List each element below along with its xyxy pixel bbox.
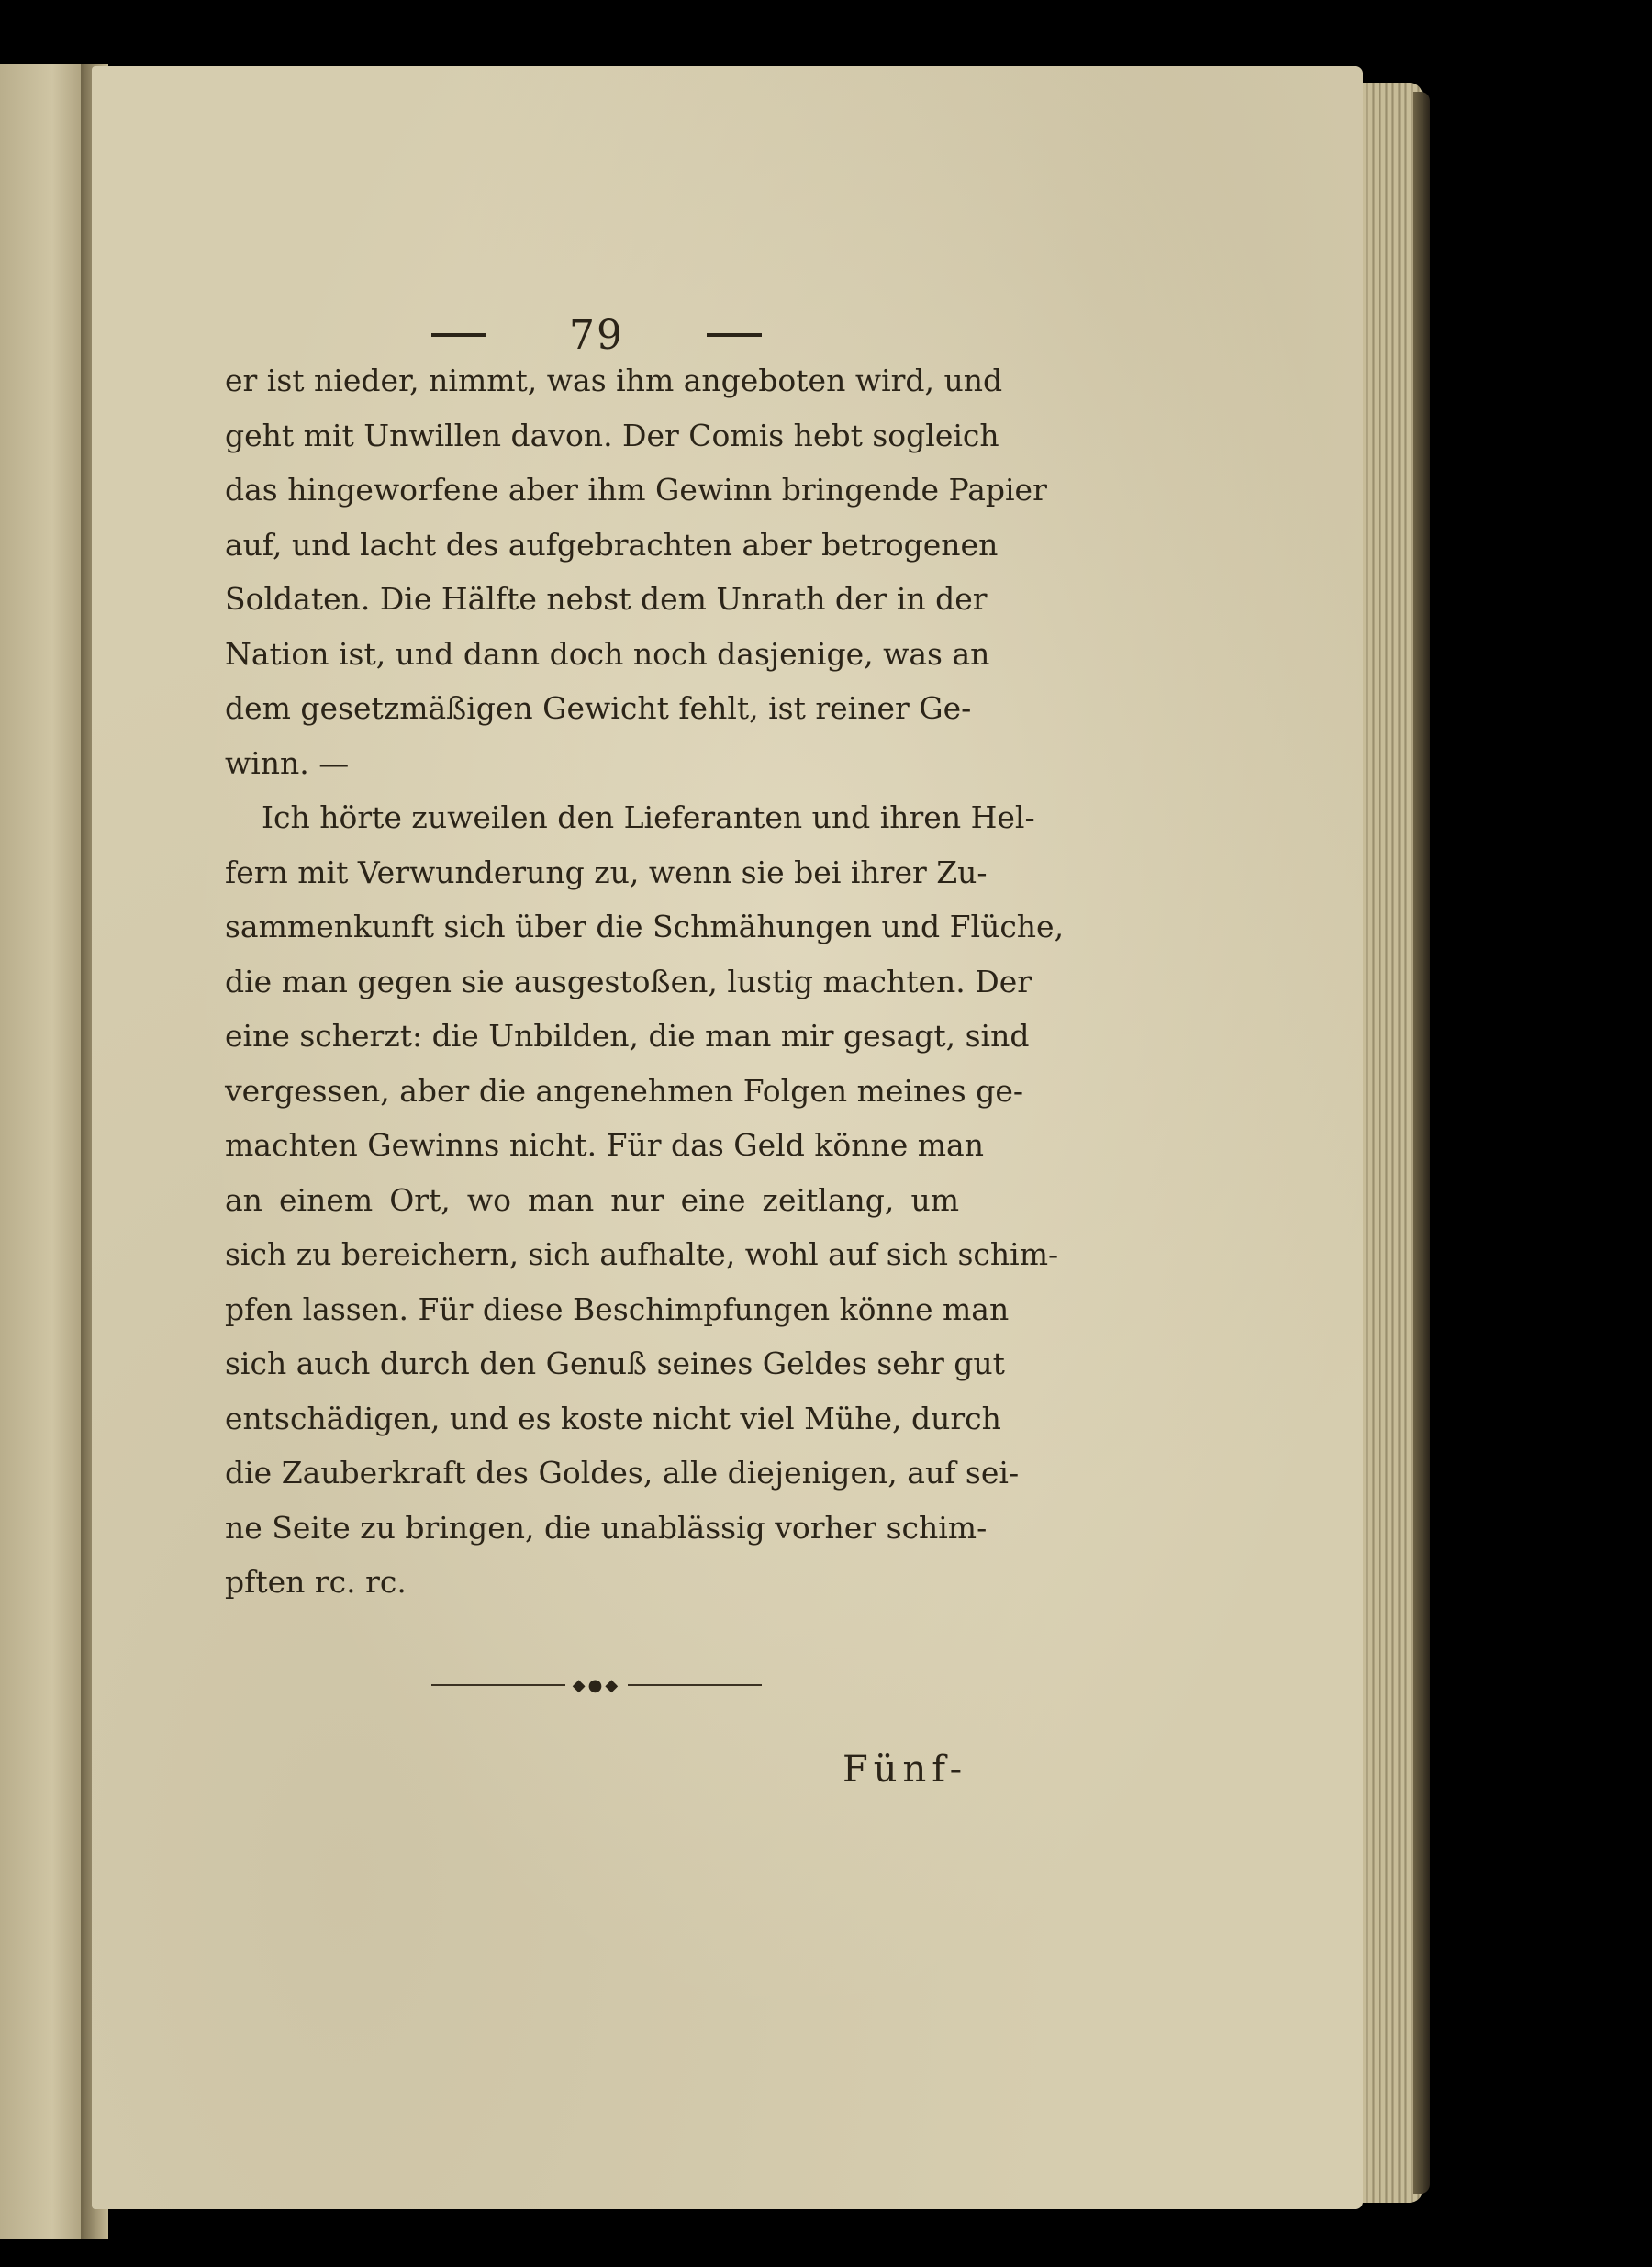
text-line: sich zu bereichern, sich aufhalte, wohl auf sich schim- <box>225 1236 1059 1272</box>
header-dash-right <box>707 333 762 337</box>
body-text <box>225 353 1065 1610</box>
text-line: sammenkunft sich über die Schmähungen und Flüche, <box>225 909 1065 944</box>
text-line: er ist nieder, nimmt, was ihm angeboten wird, und <box>225 363 1003 398</box>
text-line: auf, und lacht des aufgebrachten aber betrogenen <box>225 526 999 563</box>
page-stack-shadow <box>1413 92 1430 2194</box>
text-line: dem gesetzmäßigen Gewicht fehlt, ist reiner Ge- <box>225 690 972 726</box>
header-dash-left <box>431 333 486 337</box>
text-line: an einem Ort, wo man nur eine zeitlang, um <box>225 1181 959 1218</box>
text-line: fern mit Verwunderung zu, wenn sie bei ihrer Zu- <box>225 854 988 890</box>
text-line: machten Gewinns nicht. Für das Geld könne man <box>225 1127 984 1163</box>
divider-knot-icon: ◆●◆ <box>572 1675 621 1695</box>
text-line: Ich hörte zuweilen den Lieferanten und ihren Hel- <box>262 799 1035 835</box>
section-divider-ornament <box>431 1676 762 1694</box>
text-line: das hingeworfene aber ihm Gewinn bringende Papier <box>225 472 1047 508</box>
previous-page-edge <box>0 64 87 2239</box>
catchword: Fünf- <box>843 1748 968 1791</box>
paragraph-2 <box>225 790 1065 1610</box>
text-line: Nation ist, und dann doch noch dasjenige, was an <box>225 635 990 672</box>
text-line: Soldaten. Die Hälfte nebst dem Unrath der in der <box>225 581 988 617</box>
text-line: ne Seite zu bringen, die unablässig vorher schim- <box>225 1509 988 1546</box>
text-line: vergessen, aber die angenehmen Folgen meines ge- <box>225 1072 1024 1109</box>
text-line: pfen lassen. Für diese Beschimpfungen könne man <box>225 1290 1010 1327</box>
text-line: geht mit Unwillen davon. Der Comis hebt sogleich <box>225 417 999 453</box>
page-header <box>431 312 762 358</box>
text-line: entschädigen, und es koste nicht viel Mühe, durch <box>225 1400 1001 1436</box>
text-line: winn. — <box>225 744 350 781</box>
text-line: die Zauberkraft des Goldes, alle diejenigen, auf sei- <box>225 1455 1020 1491</box>
paragraph-1 <box>225 353 1047 790</box>
divider-rule-left <box>431 1684 565 1686</box>
page-number: 79 <box>569 311 624 359</box>
text-line: eine scherzt: die Unbilden, die man mir gesagt, sind <box>225 1018 1030 1054</box>
text-line: sich auch durch den Genuß seines Geldes sehr gut <box>225 1346 1005 1381</box>
divider-rule-right <box>628 1684 762 1686</box>
text-line: pften rc. rc. <box>225 1564 407 1600</box>
text-line: die man gegen sie ausgestoßen, lustig machten. Der <box>225 963 1032 999</box>
